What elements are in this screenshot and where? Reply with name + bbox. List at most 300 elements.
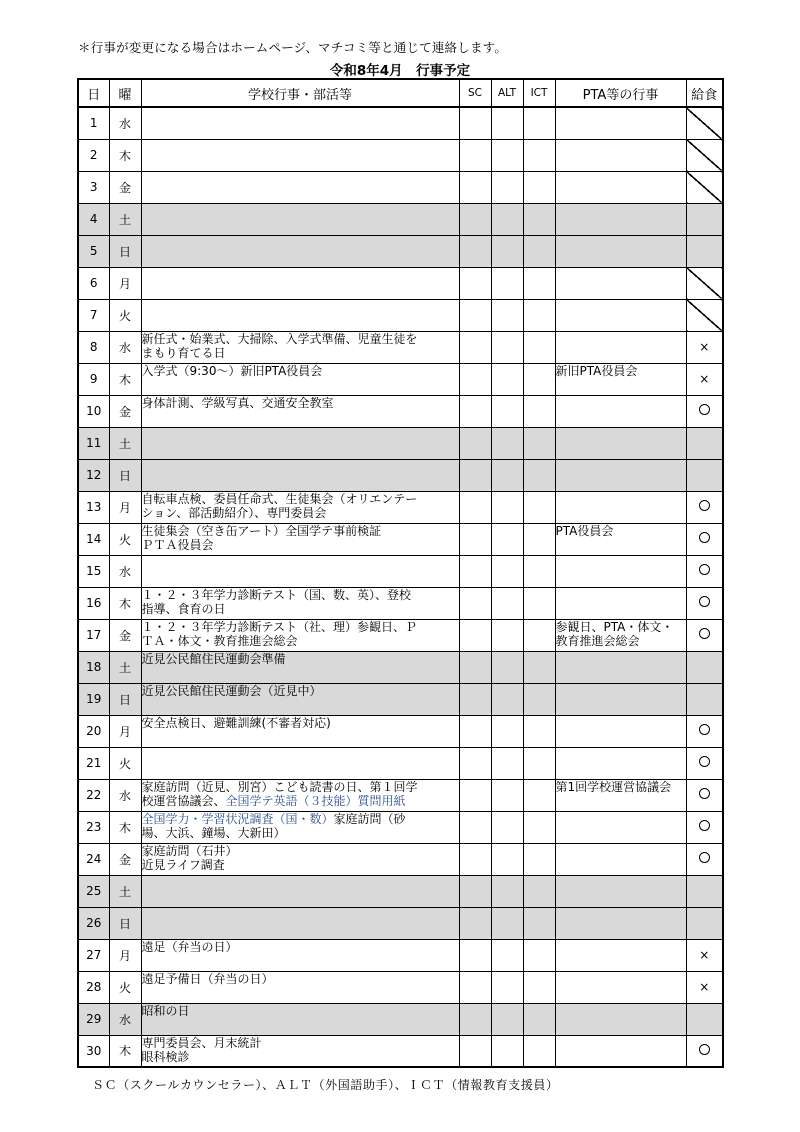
no-lunch-slash-icon (686, 235, 723, 267)
pta-cell (555, 779, 686, 811)
table-row (78, 939, 723, 971)
pta-cell (555, 267, 686, 299)
cross-icon: × (699, 340, 710, 354)
day-cell: 18 (78, 651, 109, 683)
pta-cell (555, 395, 686, 427)
sc-cell (459, 203, 491, 235)
day-cell: 21 (78, 747, 109, 779)
table-row (78, 427, 723, 459)
ict-cell (523, 1035, 555, 1067)
events-cell (141, 715, 459, 747)
events-cell (141, 427, 459, 459)
pta-cell (555, 363, 686, 395)
sc-cell (459, 139, 491, 171)
sc-cell (459, 619, 491, 651)
events-cell (141, 491, 459, 523)
lunch-cell (686, 395, 723, 427)
no-lunch-slash-icon (686, 875, 723, 907)
weekday-cell: 木 (109, 1035, 141, 1067)
weekday-cell: 金 (109, 619, 141, 651)
pta-cell (555, 907, 686, 939)
event-line (142, 812, 459, 826)
lunch-cell (686, 779, 723, 811)
lunch-cell (686, 331, 723, 363)
alt-cell (491, 555, 523, 587)
circle-icon (699, 404, 710, 415)
events-cell (141, 459, 459, 491)
no-lunch-slash-icon (686, 651, 723, 683)
header-alt: ALT (491, 79, 523, 107)
pta-cell (555, 235, 686, 267)
sc-cell (459, 843, 491, 875)
pta-cell (555, 299, 686, 331)
day-cell: 23 (78, 811, 109, 843)
table-row (78, 907, 723, 939)
alt-cell (491, 395, 523, 427)
day-cell: 11 (78, 427, 109, 459)
events-cell (141, 107, 459, 139)
event-text: 近見公民館住民運動会準備 (141, 651, 286, 666)
alt-cell (491, 139, 523, 171)
circle-icon (699, 532, 710, 543)
event-line (142, 332, 459, 346)
lunch-cell (686, 971, 723, 1003)
event-text: ＴＡ・体文・教育推進会総会 (141, 633, 298, 648)
day-cell: 13 (78, 491, 109, 523)
table-row (78, 619, 723, 651)
event-line (142, 716, 459, 730)
table-row (78, 843, 723, 875)
table-row (78, 555, 723, 587)
weekday-cell: 日 (109, 683, 141, 715)
sc-cell (459, 811, 491, 843)
header-dow: 曜 (109, 79, 141, 107)
day-cell: 6 (78, 267, 109, 299)
event-text: まもり育てる日 (141, 345, 226, 360)
event-line (142, 972, 459, 986)
weekday-cell: 火 (109, 523, 141, 555)
pta-cell (555, 619, 686, 651)
sc-cell (459, 523, 491, 555)
event-text: 生徒集会（空き缶アート）全国学テ事前検証 (141, 523, 382, 538)
sc-cell (459, 779, 491, 811)
pta-cell (555, 971, 686, 1003)
day-cell: 9 (78, 363, 109, 395)
table-row (78, 523, 723, 555)
weekday-cell: 木 (109, 363, 141, 395)
event-text: 指導、食育の日 (141, 601, 226, 616)
ict-cell (523, 299, 555, 331)
event-text: 昭和の日 (141, 1003, 190, 1018)
events-cell (141, 875, 459, 907)
sc-cell (459, 395, 491, 427)
circle-icon (699, 1044, 710, 1055)
ict-cell (523, 363, 555, 395)
event-line (142, 826, 459, 840)
no-lunch-slash-icon (686, 683, 723, 715)
alt-cell (491, 779, 523, 811)
day-cell: 14 (78, 523, 109, 555)
circle-icon (699, 628, 710, 639)
table-row (78, 331, 723, 363)
table-row (78, 875, 723, 907)
event-text: 安全点検日、避難訓練(不審者対応) (141, 715, 331, 730)
event-text: 近見ライフ調査 (141, 857, 225, 872)
event-text: 家庭訪問（近見、別宮）こども読書の日、第１回学 (141, 779, 418, 794)
day-cell: 17 (78, 619, 109, 651)
sc-cell (459, 427, 491, 459)
pta-text: 教育推進会総会 (555, 633, 640, 648)
event-text: 眼科検診 (141, 1049, 190, 1064)
sc-cell (459, 587, 491, 619)
ict-cell (523, 331, 555, 363)
sc-cell (459, 299, 491, 331)
sc-cell (459, 235, 491, 267)
pta-cell (555, 491, 686, 523)
events-cell (141, 171, 459, 203)
event-line (142, 940, 459, 954)
alt-cell (491, 875, 523, 907)
event-text: 専門委員会、月末統計 (141, 1035, 262, 1050)
lunch-cell (686, 843, 723, 875)
event-line (142, 524, 459, 538)
alt-cell (491, 843, 523, 875)
event-line (142, 506, 459, 520)
weekday-cell: 水 (109, 555, 141, 587)
header-events: 学校行事・部活等 (141, 79, 459, 107)
alt-cell (491, 747, 523, 779)
sc-cell (459, 1035, 491, 1067)
pta-cell (555, 939, 686, 971)
event-line (142, 588, 459, 602)
ict-cell (523, 811, 555, 843)
pta-cell (555, 651, 686, 683)
events-cell (141, 907, 459, 939)
ict-cell (523, 939, 555, 971)
weekday-cell: 木 (109, 139, 141, 171)
lunch-cell (686, 715, 723, 747)
event-line (142, 1036, 459, 1050)
sc-cell (459, 555, 491, 587)
event-text: 遠足予備日（弁当の日） (141, 971, 274, 986)
event-text: ＰＴＡ役員会 (141, 537, 214, 552)
event-text: 場、大浜、鐘場、大新田） (141, 825, 286, 840)
lunch-cell (686, 619, 723, 651)
table-row (78, 779, 723, 811)
day-cell: 19 (78, 683, 109, 715)
ict-cell (523, 619, 555, 651)
event-text: 近見公民館住民運動会（近見中） (141, 683, 322, 698)
table-row (78, 971, 723, 1003)
sc-cell (459, 715, 491, 747)
weekday-cell: 金 (109, 843, 141, 875)
event-text: 家庭訪問（石井） (141, 843, 238, 858)
table-row (78, 587, 723, 619)
day-cell: 2 (78, 139, 109, 171)
pta-cell (555, 427, 686, 459)
ict-cell (523, 427, 555, 459)
events-cell (141, 395, 459, 427)
alt-cell (491, 715, 523, 747)
event-text: 自転車点検、委員任命式、生徒集会（オリエンテー (141, 491, 418, 506)
sc-cell (459, 459, 491, 491)
sc-cell (459, 1003, 491, 1035)
pta-cell (555, 811, 686, 843)
lunch-cell (686, 1035, 723, 1067)
pta-cell (555, 1003, 686, 1035)
weekday-cell: 土 (109, 875, 141, 907)
alt-cell (491, 523, 523, 555)
alt-cell (491, 683, 523, 715)
sc-cell (459, 491, 491, 523)
events-cell (141, 747, 459, 779)
circle-icon (699, 564, 710, 575)
events-cell (141, 235, 459, 267)
event-line (142, 346, 459, 360)
ict-cell (523, 683, 555, 715)
ict-cell (523, 651, 555, 683)
day-cell: 1 (78, 107, 109, 139)
schedule-body (78, 107, 723, 1067)
event-line (142, 1004, 459, 1018)
cross-icon: × (699, 948, 710, 962)
event-line (142, 602, 459, 616)
ict-cell (523, 523, 555, 555)
pta-cell (555, 747, 686, 779)
day-cell: 29 (78, 1003, 109, 1035)
alt-cell (491, 811, 523, 843)
sc-cell (459, 107, 491, 139)
sc-cell (459, 907, 491, 939)
no-lunch-slash-icon (686, 203, 723, 235)
day-cell: 27 (78, 939, 109, 971)
circle-icon (699, 596, 710, 607)
no-lunch-slash-icon (686, 267, 723, 299)
event-line (142, 780, 459, 794)
table-row (78, 459, 723, 491)
sc-cell (459, 331, 491, 363)
pta-text: PTA役員会 (555, 523, 614, 538)
pta-cell (555, 107, 686, 139)
event-text: ション、部活動紹介）、専門委員会 (141, 505, 327, 520)
events-cell (141, 811, 459, 843)
events-cell (141, 971, 459, 1003)
no-lunch-slash-icon (686, 107, 723, 139)
table-row (78, 811, 723, 843)
no-lunch-slash-icon (686, 427, 723, 459)
event-line (142, 492, 459, 506)
alt-cell (491, 459, 523, 491)
sc-cell (459, 971, 491, 1003)
table-row (78, 299, 723, 331)
weekday-cell: 日 (109, 459, 141, 491)
notice-text: ＊行事が変更になる場合はホームページ、マチコミ等と通じて連絡します。 (78, 40, 508, 55)
events-cell (141, 331, 459, 363)
table-row (78, 651, 723, 683)
pta-cell (555, 555, 686, 587)
pta-cell (555, 331, 686, 363)
lunch-cell (686, 523, 723, 555)
weekday-cell: 金 (109, 395, 141, 427)
event-text: 全国学力・学習状況調査（国・数） (141, 811, 334, 826)
event-line (142, 652, 459, 666)
lunch-cell (686, 811, 723, 843)
ict-cell (523, 235, 555, 267)
footer-legend: ＳＣ（スクールカウンセラー）、ＡＬＴ（外国語助手）、ＩＣＴ（情報教育支援員） (92, 1078, 559, 1092)
weekday-cell: 火 (109, 971, 141, 1003)
page-title: 令和8年4月 行事予定 (329, 63, 471, 79)
schedule-table (77, 78, 724, 1068)
cross-icon: × (699, 980, 710, 994)
ict-cell (523, 139, 555, 171)
day-cell: 26 (78, 907, 109, 939)
table-row (78, 715, 723, 747)
pta-cell (555, 1035, 686, 1067)
day-cell: 10 (78, 395, 109, 427)
table-row (78, 1035, 723, 1067)
table-row (78, 683, 723, 715)
ict-cell (523, 107, 555, 139)
table-row (78, 747, 723, 779)
ict-cell (523, 971, 555, 1003)
event-text: 家庭訪問（砂 (333, 811, 406, 826)
alt-cell (491, 427, 523, 459)
cross-icon: × (699, 372, 710, 386)
day-cell: 4 (78, 203, 109, 235)
ict-cell (523, 587, 555, 619)
day-cell: 15 (78, 555, 109, 587)
event-text: 校運営協議会、 (141, 793, 226, 808)
weekday-cell: 月 (109, 267, 141, 299)
event-line (142, 684, 459, 698)
pta-text: 参観日、PTA・体文・ (555, 619, 674, 634)
alt-cell (491, 267, 523, 299)
weekday-cell: 土 (109, 203, 141, 235)
table-row (78, 363, 723, 395)
day-cell: 5 (78, 235, 109, 267)
sc-cell (459, 267, 491, 299)
lunch-cell (686, 491, 723, 523)
alt-cell (491, 1035, 523, 1067)
weekday-cell: 月 (109, 491, 141, 523)
table-row (78, 491, 723, 523)
alt-cell (491, 587, 523, 619)
day-cell: 16 (78, 587, 109, 619)
lunch-cell (686, 555, 723, 587)
header-sc: SC (459, 79, 491, 107)
event-line (142, 364, 459, 378)
sc-cell (459, 363, 491, 395)
alt-cell (491, 1003, 523, 1035)
header-day: 日 (78, 79, 109, 107)
ict-cell (523, 171, 555, 203)
sc-cell (459, 171, 491, 203)
pta-cell (555, 683, 686, 715)
header-ict: ICT (523, 79, 555, 107)
table-row (78, 235, 723, 267)
weekday-cell: 火 (109, 299, 141, 331)
weekday-cell: 水 (109, 1003, 141, 1035)
no-lunch-slash-icon (686, 459, 723, 491)
event-line (142, 634, 459, 648)
events-cell (141, 779, 459, 811)
sc-cell (459, 683, 491, 715)
alt-cell (491, 971, 523, 1003)
events-cell (141, 939, 459, 971)
events-cell (141, 1035, 459, 1067)
ict-cell (523, 747, 555, 779)
circle-icon (699, 788, 710, 799)
circle-icon (699, 724, 710, 735)
events-cell (141, 619, 459, 651)
circle-icon (699, 852, 710, 863)
weekday-cell: 火 (109, 747, 141, 779)
events-cell (141, 1003, 459, 1035)
ict-cell (523, 907, 555, 939)
pta-text: 第1回学校運営協議会 (555, 779, 672, 794)
event-text: 新任式・始業式、大掃除、入学式準備、児童生徒を (141, 331, 418, 346)
alt-cell (491, 907, 523, 939)
day-cell: 3 (78, 171, 109, 203)
header-lunch: 給食 (686, 79, 723, 107)
pta-text: 新旧PTA役員会 (555, 363, 638, 378)
sc-cell (459, 651, 491, 683)
pta-cell (555, 715, 686, 747)
day-cell: 24 (78, 843, 109, 875)
event-line (142, 396, 459, 410)
ict-cell (523, 843, 555, 875)
weekday-cell: 金 (109, 171, 141, 203)
weekday-cell: 水 (109, 779, 141, 811)
ict-cell (523, 203, 555, 235)
table-row (78, 203, 723, 235)
pta-cell (555, 843, 686, 875)
alt-cell (491, 235, 523, 267)
event-text: １・２・３年学力診断テスト（国、数、英）、登校 (141, 587, 412, 602)
events-cell (141, 843, 459, 875)
header-row (78, 79, 723, 107)
weekday-cell: 月 (109, 715, 141, 747)
ict-cell (523, 779, 555, 811)
day-cell: 25 (78, 875, 109, 907)
alt-cell (491, 939, 523, 971)
event-text: 遠足（弁当の日） (141, 939, 238, 954)
alt-cell (491, 299, 523, 331)
pta-cell (555, 203, 686, 235)
event-text: １・２・３年学力診断テスト（社、理）参観日、Ｐ (141, 619, 418, 634)
alt-cell (491, 107, 523, 139)
no-lunch-slash-icon (686, 171, 723, 203)
weekday-cell: 日 (109, 235, 141, 267)
pta-cell (555, 587, 686, 619)
header-pta: PTA等の行事 (555, 79, 686, 107)
weekday-cell: 土 (109, 651, 141, 683)
event-line (142, 1050, 459, 1064)
no-lunch-slash-icon (686, 299, 723, 331)
alt-cell (491, 651, 523, 683)
events-cell (141, 299, 459, 331)
event-line (142, 844, 459, 858)
day-cell: 28 (78, 971, 109, 1003)
ict-cell (523, 459, 555, 491)
day-cell: 12 (78, 459, 109, 491)
no-lunch-slash-icon (686, 907, 723, 939)
weekday-cell: 木 (109, 587, 141, 619)
event-line (142, 620, 459, 634)
events-cell (141, 555, 459, 587)
events-cell (141, 363, 459, 395)
ict-cell (523, 491, 555, 523)
